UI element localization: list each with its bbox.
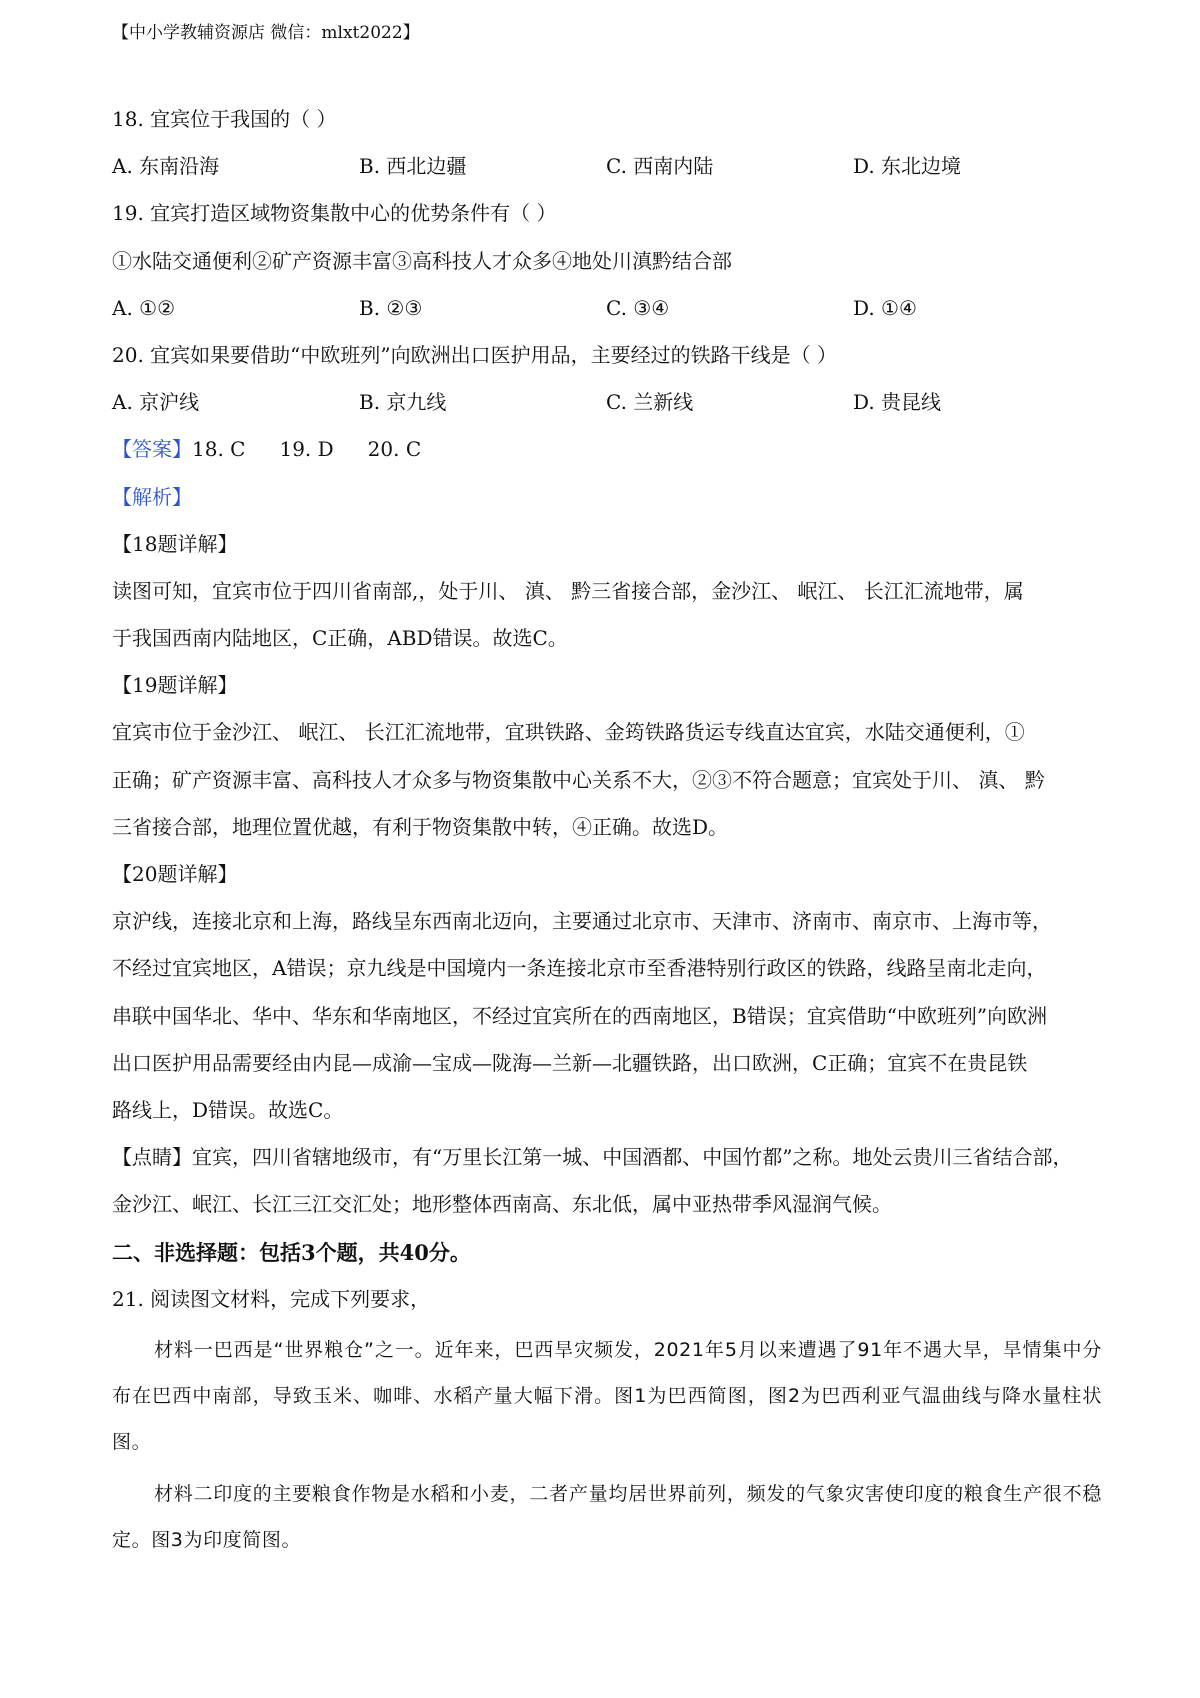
- answer-row: [112, 426, 1102, 473]
- question-20-stem: 20. 宜宾如果要借助“中欧班列”向欧洲出口医护用品，主要经过的铁路干线是（ ）: [112, 342, 837, 367]
- page-header: 【中小学教辅资源店 微信：mlxt2022】: [112, 23, 420, 43]
- option-b: B. 西北边疆: [359, 154, 467, 179]
- answer-18: 18. C: [192, 437, 246, 462]
- material-1: 材料一巴西是“世界粮仓”之一。近年来，巴西旱灾频发，2021年5月以来遭遇了91年不遇大旱，旱情集中分布在巴西中南部，导致玉米、咖啡、水稻产量大幅下滑。图1为巴西简图，图2为巴西利亚气温曲线与降水量柱状图。: [112, 1338, 1102, 1453]
- answer-label: 【答案】: [112, 437, 192, 462]
- q19-detail-line: 宜宾市位于金沙江、 岷江、 长江汇流地带，宜珙铁路、金筠铁路货运专线直达宜宾，水陆交通便利，①: [112, 720, 1025, 745]
- q20-detail-line: 京沪线，连接北京和上海，路线呈东西南北迈向，主要通过北京市、天津市、济南市、南京市、上海市等，: [112, 909, 1052, 934]
- q18-detail-line: 于我国西南内陆地区，C正确，ABD错误。故选C。: [112, 626, 568, 651]
- q20-detail-line: 不经过宜宾地区，A错误；京九线是中国境内一条连接北京市至香港特别行政区的铁路，线路呈南北走向，: [112, 956, 1047, 981]
- question-18-options: [112, 143, 1102, 190]
- document-content: [112, 96, 1102, 1563]
- section-2-title: 二、非选择题：包括3个题，共40分。: [112, 1239, 471, 1265]
- question-18-stem: 18. 宜宾位于我国的（ ）: [112, 107, 337, 131]
- option-d: D. 东北边境: [853, 154, 962, 179]
- q20-detail-line: 串联中国华北、华中、华东和华南地区，不经过宜宾所在的西南地区，B错误；宜宾借助“中欧班列”向欧洲: [112, 1003, 1048, 1028]
- option-a: A. 东南沿海: [112, 154, 220, 179]
- q19-detail-title: 【19题详解】: [112, 673, 238, 698]
- option-c: C. 兰新线: [606, 390, 694, 415]
- option-b: B. ②③: [359, 295, 423, 320]
- question-19-options: [112, 285, 1102, 332]
- q19-detail-line: 正确；矿产资源丰富、高科技人才众多与物资集散中心关系不大，②③不符合题意；宜宾处于川、 滇、 黔: [112, 767, 1045, 792]
- question-19-conditions: ①水陆交通便利②矿产资源丰富③高科技人才众多④地处川滇黔结合部: [112, 248, 732, 273]
- analysis-label: 【解析】: [112, 484, 192, 509]
- answer-19: 19. D: [279, 437, 334, 462]
- q20-detail-title: 【20题详解】: [112, 862, 238, 886]
- answer-20: 20. C: [367, 437, 422, 462]
- option-d: D. ①④: [853, 295, 917, 320]
- q18-detail-title: 【18题详解】: [112, 531, 238, 556]
- option-a: A. ①②: [112, 295, 176, 320]
- option-d: D. 贵昆线: [853, 390, 942, 415]
- option-b: B. 京九线: [359, 390, 447, 415]
- material-2: 材料二印度的主要粮食作物是水稻和小麦，二者产量均居世界前列，频发的气象灾害使印度的粮食生产很不稳定。图3为印度简图。: [112, 1482, 1102, 1551]
- option-c: C. ③④: [606, 295, 670, 320]
- q18-detail-line: 读图可知，宜宾市位于四川省南部,，处于川、 滇、 黔三省接合部，金沙江、 岷江、 长江汇流地带，属: [112, 578, 1024, 603]
- q20-detail-line: 出口医护用品需要经由内昆—成渝—宝成—陇海—兰新—北疆铁路，出口欧洲，C正确；宜宾不在贵昆铁: [112, 1050, 1028, 1075]
- q20-detail-line: 路线上，D错误。故选C。: [112, 1097, 344, 1122]
- tip-line: 金沙江、岷江、长江三江交汇处；地形整体西南高、东北低，属中亚热带季风湿润气候。: [112, 1192, 892, 1217]
- tip-label: 【点睛】: [112, 1145, 192, 1170]
- question-21-stem: 21. 阅读图文材料，完成下列要求，: [112, 1286, 431, 1311]
- option-a: A. 京沪线: [112, 390, 200, 415]
- question-20-options: [112, 379, 1102, 426]
- tip-line: [112, 1134, 1102, 1181]
- option-c: C. 西南内陆: [606, 154, 714, 179]
- question-19-stem: 19. 宜宾打造区域物资集散中心的优势条件有（ ）: [112, 201, 557, 226]
- tip-text: 宜宾，四川省辖地级市，有“万里长江第一城、中国酒都、中国竹都”之称。地处云贵川三省结合部，: [192, 1145, 1073, 1170]
- q19-detail-line: 三省接合部，地理位置优越，有利于物资集散中转，④正确。故选D。: [112, 814, 729, 839]
